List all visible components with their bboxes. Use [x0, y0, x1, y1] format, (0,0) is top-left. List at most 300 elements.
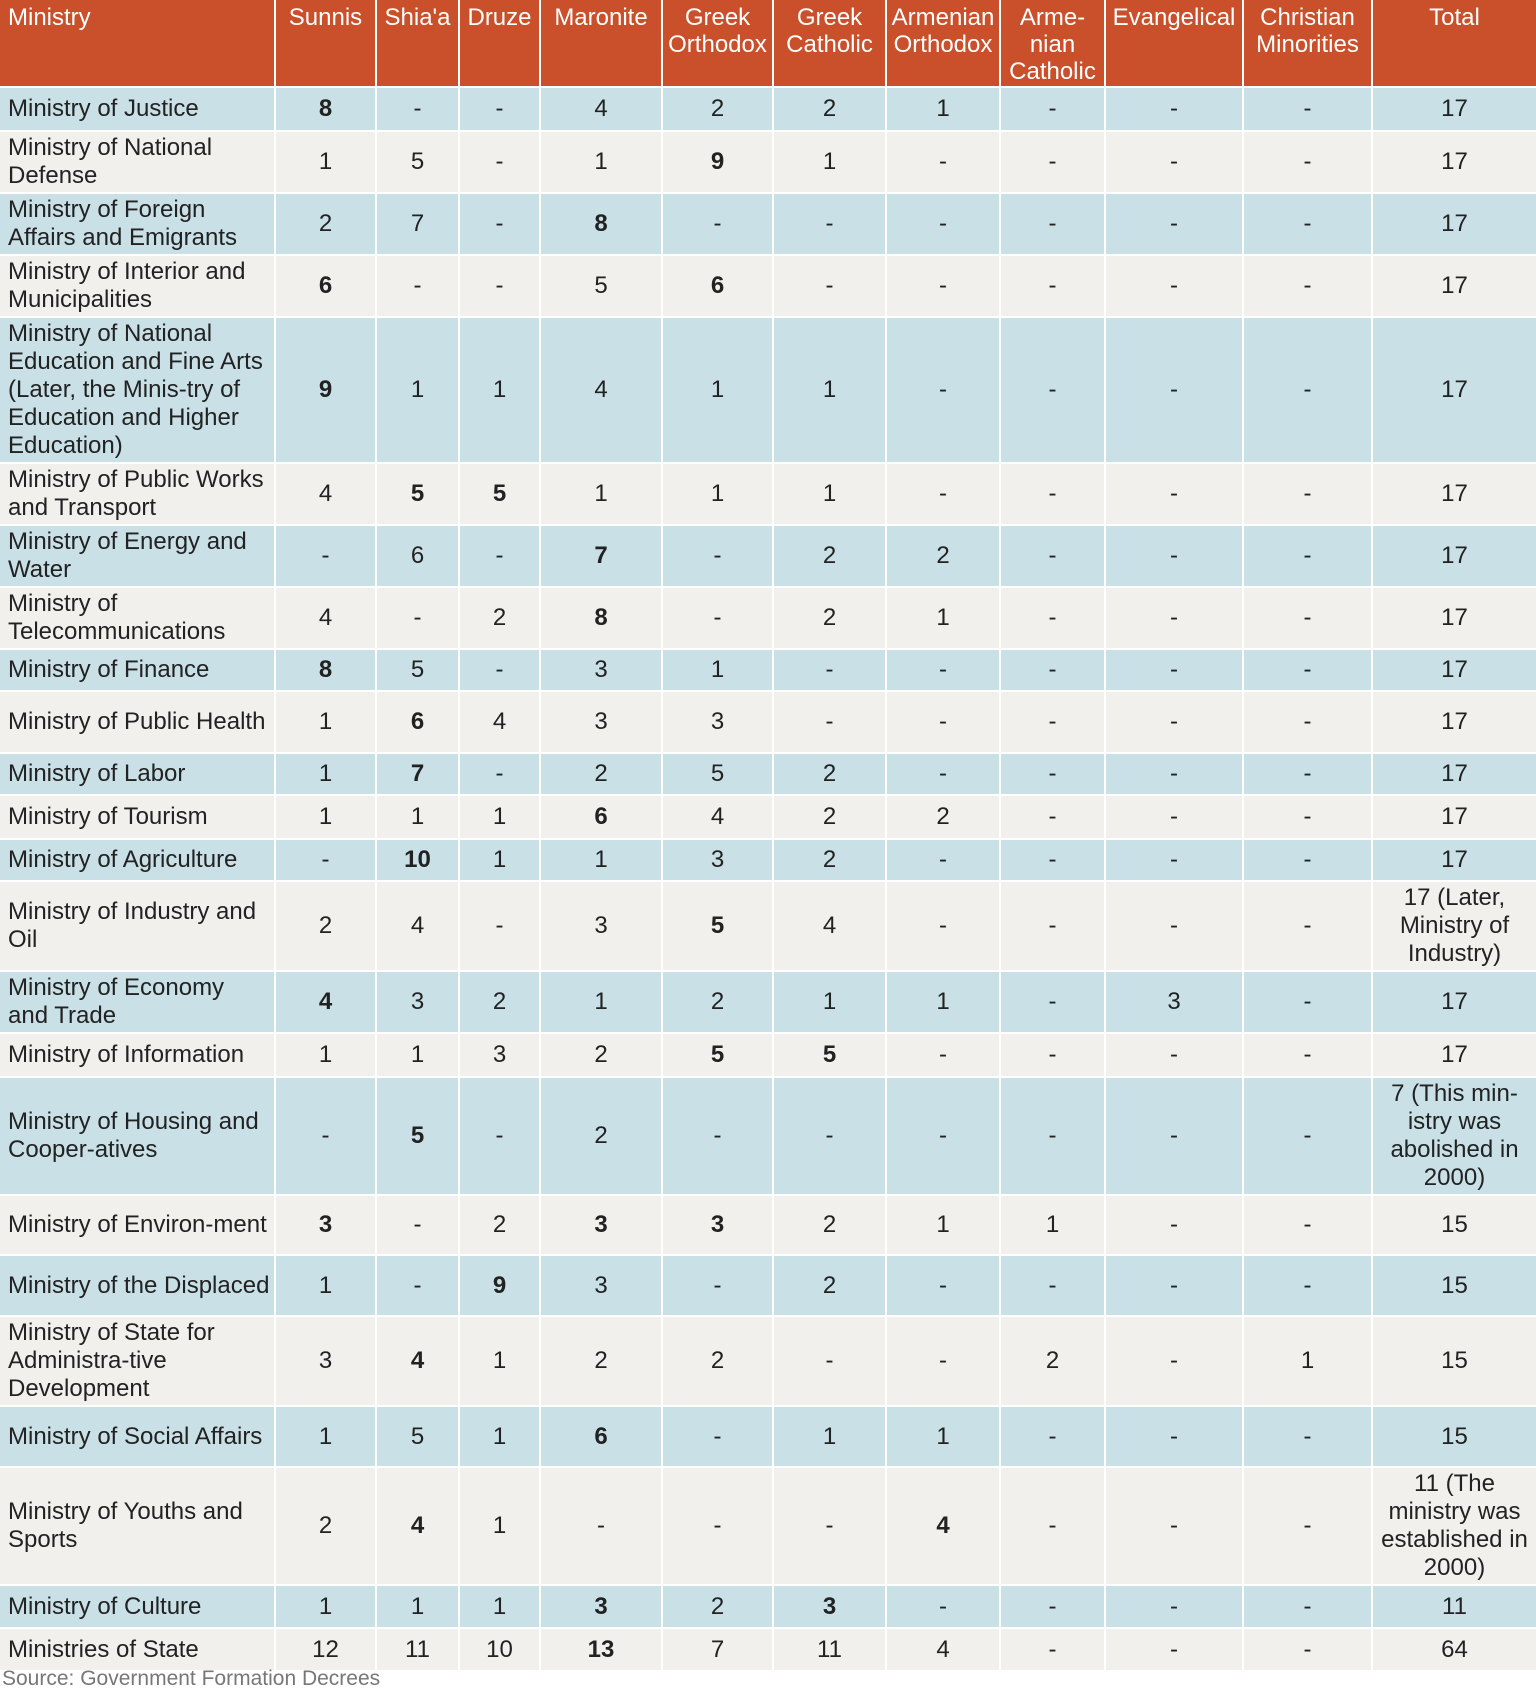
- greek-orthodox-cell: 3: [663, 840, 774, 882]
- armenian-catholic-cell: -: [1001, 1586, 1106, 1629]
- armenian-catholic-cell: -: [1001, 1468, 1106, 1586]
- druze-cell: 2: [460, 972, 541, 1034]
- shiaa-cell: -: [377, 1196, 460, 1256]
- total-cell: 17: [1373, 88, 1536, 132]
- evangelical-cell: -: [1106, 1407, 1244, 1468]
- christian-minorities-cell: -: [1244, 796, 1373, 840]
- evangelical-cell: -: [1106, 526, 1244, 588]
- sunnis-cell: 4: [276, 588, 377, 650]
- greek-catholic-cell: 2: [774, 840, 887, 882]
- christian-minorities-cell: -: [1244, 194, 1373, 256]
- christian-minorities-cell: 1: [1244, 1317, 1373, 1407]
- greek-catholic-cell: -: [774, 256, 887, 318]
- table-header: [0, 0, 1536, 88]
- druze-cell: -: [460, 882, 541, 972]
- druze-cell: -: [460, 650, 541, 692]
- maronite-cell: 3: [541, 1196, 663, 1256]
- ministry-name-cell: Ministry of Public Health: [0, 692, 276, 754]
- greek-catholic-cell: -: [774, 1078, 887, 1196]
- greek-catholic-cell: 1: [774, 1407, 887, 1468]
- greek-catholic-cell: 5: [774, 1034, 887, 1078]
- greek-orthodox-cell: 1: [663, 650, 774, 692]
- evangelical-cell: -: [1106, 1586, 1244, 1629]
- total-cell: 17 (Later, Ministry of Industry): [1373, 882, 1536, 972]
- sunnis-cell: -: [276, 526, 377, 588]
- greek-catholic-cell: 1: [774, 132, 887, 194]
- evangelical-cell: -: [1106, 1196, 1244, 1256]
- armenian-catholic-cell: -: [1001, 464, 1106, 526]
- christian-minorities-cell: -: [1244, 464, 1373, 526]
- total-cell: 15: [1373, 1256, 1536, 1317]
- sunnis-cell: 4: [276, 464, 377, 526]
- armenian-orthodox-cell: 2: [887, 796, 1001, 840]
- table-row: [0, 256, 1536, 318]
- sunnis-cell: -: [276, 1078, 377, 1196]
- armenian-catholic-cell: -: [1001, 588, 1106, 650]
- greek-orthodox-cell: 1: [663, 318, 774, 464]
- maronite-cell: 8: [541, 588, 663, 650]
- shiaa-cell: 5: [377, 650, 460, 692]
- total-cell: 17: [1373, 692, 1536, 754]
- evangelical-cell: -: [1106, 840, 1244, 882]
- druze-cell: 1: [460, 318, 541, 464]
- christian-minorities-cell: -: [1244, 1034, 1373, 1078]
- armenian-orthodox-cell: 1: [887, 88, 1001, 132]
- ministry-name-cell: Ministry of Finance: [0, 650, 276, 692]
- greek-catholic-cell: 2: [774, 588, 887, 650]
- armenian-catholic-cell: -: [1001, 882, 1106, 972]
- greek-orthodox-cell: 5: [663, 1034, 774, 1078]
- druze-cell: 1: [460, 796, 541, 840]
- maronite-cell: 3: [541, 650, 663, 692]
- druze-cell: 9: [460, 1256, 541, 1317]
- table-row: [0, 796, 1536, 840]
- sunnis-cell: 1: [276, 796, 377, 840]
- armenian-catholic-cell: -: [1001, 692, 1106, 754]
- table-row: [0, 88, 1536, 132]
- shiaa-cell: 3: [377, 972, 460, 1034]
- christian-minorities-cell: -: [1244, 754, 1373, 796]
- armenian-orthodox-cell: -: [887, 1317, 1001, 1407]
- table-row: [0, 464, 1536, 526]
- greek-orthodox-cell: -: [663, 1468, 774, 1586]
- shiaa-cell: -: [377, 1256, 460, 1317]
- druze-cell: 1: [460, 1586, 541, 1629]
- armenian-orthodox-cell: -: [887, 464, 1001, 526]
- maronite-cell: 3: [541, 882, 663, 972]
- evangelical-cell: -: [1106, 692, 1244, 754]
- armenian-orthodox-cell: -: [887, 1586, 1001, 1629]
- evangelical-cell: -: [1106, 194, 1244, 256]
- sunnis-cell: 6: [276, 256, 377, 318]
- armenian-orthodox-cell: -: [887, 132, 1001, 194]
- table-row: [0, 1196, 1536, 1256]
- greek-catholic-cell: -: [774, 194, 887, 256]
- maronite-cell: 6: [541, 1407, 663, 1468]
- table-row: [0, 1034, 1536, 1078]
- table-row: [0, 650, 1536, 692]
- shiaa-cell: 1: [377, 1586, 460, 1629]
- ministry-name-cell: Ministry of National Defense: [0, 132, 276, 194]
- greek-catholic-cell: 2: [774, 1256, 887, 1317]
- maronite-cell: 1: [541, 840, 663, 882]
- maronite-cell: 5: [541, 256, 663, 318]
- armenian-orthodox-cell: 4: [887, 1629, 1001, 1672]
- total-cell: 7 (This min-istry was abolished in 2000): [1373, 1078, 1536, 1196]
- table-row: [0, 1407, 1536, 1468]
- table-row: [0, 1586, 1536, 1629]
- evangelical-cell: -: [1106, 650, 1244, 692]
- maronite-cell: 2: [541, 1317, 663, 1407]
- column-header-druze: Druze: [460, 0, 541, 88]
- header-row: [0, 0, 1536, 88]
- sunnis-cell: 1: [276, 754, 377, 796]
- sunnis-cell: 1: [276, 1586, 377, 1629]
- shiaa-cell: 1: [377, 796, 460, 840]
- greek-orthodox-cell: -: [663, 1078, 774, 1196]
- greek-orthodox-cell: 7: [663, 1629, 774, 1672]
- greek-catholic-cell: -: [774, 650, 887, 692]
- greek-orthodox-cell: -: [663, 526, 774, 588]
- druze-cell: 4: [460, 692, 541, 754]
- evangelical-cell: -: [1106, 796, 1244, 840]
- table-row: [0, 882, 1536, 972]
- sunnis-cell: 2: [276, 1468, 377, 1586]
- greek-orthodox-cell: -: [663, 1256, 774, 1317]
- maronite-cell: 1: [541, 132, 663, 194]
- ministry-name-cell: Ministry of Environ-ment: [0, 1196, 276, 1256]
- druze-cell: 2: [460, 1196, 541, 1256]
- armenian-catholic-cell: -: [1001, 318, 1106, 464]
- armenian-catholic-cell: -: [1001, 526, 1106, 588]
- table-row: [0, 972, 1536, 1034]
- maronite-cell: 7: [541, 526, 663, 588]
- shiaa-cell: 11: [377, 1629, 460, 1672]
- shiaa-cell: 4: [377, 882, 460, 972]
- maronite-cell: 2: [541, 1078, 663, 1196]
- greek-catholic-cell: -: [774, 1468, 887, 1586]
- armenian-catholic-cell: -: [1001, 1256, 1106, 1317]
- armenian-orthodox-cell: 1: [887, 588, 1001, 650]
- column-header-armenian-catholic: Arme-nian Catholic: [1001, 0, 1106, 88]
- christian-minorities-cell: -: [1244, 1586, 1373, 1629]
- druze-cell: 1: [460, 1317, 541, 1407]
- ministry-name-cell: Ministry of Culture: [0, 1586, 276, 1629]
- druze-cell: 3: [460, 1034, 541, 1078]
- total-cell: 17: [1373, 840, 1536, 882]
- sunnis-cell: 2: [276, 194, 377, 256]
- table-row: [0, 1317, 1536, 1407]
- christian-minorities-cell: -: [1244, 256, 1373, 318]
- druze-cell: -: [460, 526, 541, 588]
- sunnis-cell: 8: [276, 650, 377, 692]
- column-header-shiaa: Shia'a: [377, 0, 460, 88]
- shiaa-cell: 10: [377, 840, 460, 882]
- druze-cell: 5: [460, 464, 541, 526]
- total-cell: 15: [1373, 1196, 1536, 1256]
- shiaa-cell: 7: [377, 194, 460, 256]
- armenian-orthodox-cell: 1: [887, 972, 1001, 1034]
- greek-catholic-cell: -: [774, 1317, 887, 1407]
- ministry-name-cell: Ministry of Agriculture: [0, 840, 276, 882]
- greek-orthodox-cell: 2: [663, 1586, 774, 1629]
- ministry-name-cell: Ministry of Social Affairs: [0, 1407, 276, 1468]
- maronite-cell: 3: [541, 1586, 663, 1629]
- total-cell: 17: [1373, 1034, 1536, 1078]
- greek-catholic-cell: -: [774, 692, 887, 754]
- evangelical-cell: -: [1106, 1034, 1244, 1078]
- druze-cell: 1: [460, 1468, 541, 1586]
- ministry-name-cell: Ministries of State: [0, 1629, 276, 1672]
- armenian-orthodox-cell: -: [887, 1078, 1001, 1196]
- maronite-cell: 1: [541, 972, 663, 1034]
- maronite-cell: 2: [541, 1034, 663, 1078]
- total-cell: 17: [1373, 796, 1536, 840]
- evangelical-cell: 3: [1106, 972, 1244, 1034]
- christian-minorities-cell: -: [1244, 1078, 1373, 1196]
- evangelical-cell: -: [1106, 88, 1244, 132]
- ministry-name-cell: Ministry of Youths and Sports: [0, 1468, 276, 1586]
- table-row: [0, 1078, 1536, 1196]
- shiaa-cell: 5: [377, 1078, 460, 1196]
- armenian-orthodox-cell: -: [887, 194, 1001, 256]
- ministry-name-cell: Ministry of Tourism: [0, 796, 276, 840]
- armenian-catholic-cell: -: [1001, 1034, 1106, 1078]
- greek-catholic-cell: 2: [774, 88, 887, 132]
- total-cell: 17: [1373, 194, 1536, 256]
- table-row: [0, 840, 1536, 882]
- evangelical-cell: -: [1106, 588, 1244, 650]
- maronite-cell: 2: [541, 754, 663, 796]
- column-header-evangelical: Evangelical: [1106, 0, 1244, 88]
- shiaa-cell: 4: [377, 1317, 460, 1407]
- sunnis-cell: 9: [276, 318, 377, 464]
- ministry-name-cell: Ministry of Interior and Municipalities: [0, 256, 276, 318]
- armenian-catholic-cell: -: [1001, 1629, 1106, 1672]
- christian-minorities-cell: -: [1244, 132, 1373, 194]
- ministry-name-cell: Ministry of Information: [0, 1034, 276, 1078]
- total-cell: 15: [1373, 1407, 1536, 1468]
- evangelical-cell: -: [1106, 1078, 1244, 1196]
- evangelical-cell: -: [1106, 256, 1244, 318]
- shiaa-cell: 5: [377, 132, 460, 194]
- sunnis-cell: 1: [276, 1034, 377, 1078]
- table-row: [0, 754, 1536, 796]
- greek-catholic-cell: 3: [774, 1586, 887, 1629]
- armenian-orthodox-cell: -: [887, 840, 1001, 882]
- evangelical-cell: -: [1106, 132, 1244, 194]
- sunnis-cell: 3: [276, 1196, 377, 1256]
- greek-orthodox-cell: -: [663, 194, 774, 256]
- shiaa-cell: -: [377, 256, 460, 318]
- shiaa-cell: 4: [377, 1468, 460, 1586]
- ministry-name-cell: Ministry of National Education and Fine Arts (Later, the Minis-try of Education and Higher Education): [0, 318, 276, 464]
- greek-orthodox-cell: 3: [663, 692, 774, 754]
- column-header-ministry: Ministry: [0, 0, 276, 88]
- total-cell: 17: [1373, 650, 1536, 692]
- maronite-cell: 13: [541, 1629, 663, 1672]
- druze-cell: -: [460, 256, 541, 318]
- sunnis-cell: 1: [276, 1407, 377, 1468]
- total-cell: 17: [1373, 754, 1536, 796]
- armenian-orthodox-cell: -: [887, 256, 1001, 318]
- maronite-cell: -: [541, 1468, 663, 1586]
- armenian-catholic-cell: -: [1001, 88, 1106, 132]
- ministry-name-cell: Ministry of the Displaced: [0, 1256, 276, 1317]
- column-header-greek-orthodox: Greek Orthodox: [663, 0, 774, 88]
- armenian-catholic-cell: -: [1001, 132, 1106, 194]
- christian-minorities-cell: -: [1244, 88, 1373, 132]
- christian-minorities-cell: -: [1244, 840, 1373, 882]
- greek-orthodox-cell: -: [663, 1407, 774, 1468]
- total-cell: 11: [1373, 1586, 1536, 1629]
- ministry-name-cell: Ministry of Foreign Affairs and Emigrants: [0, 194, 276, 256]
- sunnis-cell: 1: [276, 132, 377, 194]
- christian-minorities-cell: -: [1244, 588, 1373, 650]
- greek-orthodox-cell: 1: [663, 464, 774, 526]
- christian-minorities-cell: -: [1244, 1407, 1373, 1468]
- christian-minorities-cell: -: [1244, 882, 1373, 972]
- sunnis-cell: 1: [276, 1256, 377, 1317]
- greek-catholic-cell: 11: [774, 1629, 887, 1672]
- christian-minorities-cell: -: [1244, 692, 1373, 754]
- evangelical-cell: -: [1106, 754, 1244, 796]
- greek-catholic-cell: 1: [774, 464, 887, 526]
- greek-catholic-cell: 2: [774, 526, 887, 588]
- evangelical-cell: -: [1106, 1256, 1244, 1317]
- source-note: Source: Government Formation Decrees: [2, 1667, 381, 1690]
- armenian-catholic-cell: -: [1001, 256, 1106, 318]
- armenian-orthodox-cell: 1: [887, 1196, 1001, 1256]
- armenian-orthodox-cell: 1: [887, 1407, 1001, 1468]
- total-cell: 11 (The ministry was established in 2000): [1373, 1468, 1536, 1586]
- druze-cell: 1: [460, 840, 541, 882]
- table-row: [0, 194, 1536, 256]
- ministry-name-cell: Ministry of State for Administra-tive Development: [0, 1317, 276, 1407]
- greek-orthodox-cell: 4: [663, 796, 774, 840]
- armenian-orthodox-cell: -: [887, 754, 1001, 796]
- ministry-name-cell: Ministry of Industry and Oil: [0, 882, 276, 972]
- shiaa-cell: 1: [377, 1034, 460, 1078]
- druze-cell: -: [460, 754, 541, 796]
- druze-cell: -: [460, 1078, 541, 1196]
- greek-orthodox-cell: -: [663, 588, 774, 650]
- column-header-total: Total: [1373, 0, 1536, 88]
- armenian-orthodox-cell: -: [887, 1034, 1001, 1078]
- table-row: [0, 588, 1536, 650]
- armenian-catholic-cell: -: [1001, 650, 1106, 692]
- total-cell: 17: [1373, 526, 1536, 588]
- greek-catholic-cell: 1: [774, 318, 887, 464]
- armenian-catholic-cell: -: [1001, 1078, 1106, 1196]
- ministry-name-cell: Ministry of Housing and Cooper-atives: [0, 1078, 276, 1196]
- column-header-armenian-orthodox: Armenian Orthodox: [887, 0, 1001, 88]
- maronite-cell: 1: [541, 464, 663, 526]
- druze-cell: 2: [460, 588, 541, 650]
- evangelical-cell: -: [1106, 318, 1244, 464]
- christian-minorities-cell: -: [1244, 1629, 1373, 1672]
- shiaa-cell: 7: [377, 754, 460, 796]
- sunnis-cell: -: [276, 840, 377, 882]
- armenian-catholic-cell: 2: [1001, 1317, 1106, 1407]
- greek-orthodox-cell: 6: [663, 256, 774, 318]
- total-cell: 17: [1373, 972, 1536, 1034]
- table-row: [0, 692, 1536, 754]
- armenian-catholic-cell: -: [1001, 840, 1106, 882]
- column-header-greek-catholic: Greek Catholic: [774, 0, 887, 88]
- sunnis-cell: 2: [276, 882, 377, 972]
- greek-orthodox-cell: 3: [663, 1196, 774, 1256]
- table-row: [0, 132, 1536, 194]
- sunnis-cell: 3: [276, 1317, 377, 1407]
- armenian-orthodox-cell: -: [887, 318, 1001, 464]
- column-header-sunnis: Sunnis: [276, 0, 377, 88]
- greek-orthodox-cell: 2: [663, 972, 774, 1034]
- ministry-name-cell: Ministry of Telecommunications: [0, 588, 276, 650]
- maronite-cell: 6: [541, 796, 663, 840]
- armenian-orthodox-cell: -: [887, 1256, 1001, 1317]
- greek-orthodox-cell: 2: [663, 88, 774, 132]
- armenian-catholic-cell: -: [1001, 1407, 1106, 1468]
- maronite-cell: 4: [541, 88, 663, 132]
- total-cell: 17: [1373, 464, 1536, 526]
- shiaa-cell: 5: [377, 464, 460, 526]
- armenian-orthodox-cell: -: [887, 882, 1001, 972]
- greek-catholic-cell: 4: [774, 882, 887, 972]
- shiaa-cell: 1: [377, 318, 460, 464]
- greek-orthodox-cell: 9: [663, 132, 774, 194]
- sunnis-cell: 8: [276, 88, 377, 132]
- shiaa-cell: -: [377, 88, 460, 132]
- ministry-name-cell: Ministry of Labor: [0, 754, 276, 796]
- druze-cell: 10: [460, 1629, 541, 1672]
- table-row: [0, 526, 1536, 588]
- total-cell: 17: [1373, 132, 1536, 194]
- greek-orthodox-cell: 5: [663, 882, 774, 972]
- armenian-orthodox-cell: -: [887, 650, 1001, 692]
- christian-minorities-cell: -: [1244, 318, 1373, 464]
- armenian-catholic-cell: -: [1001, 796, 1106, 840]
- armenian-catholic-cell: -: [1001, 754, 1106, 796]
- druze-cell: -: [460, 132, 541, 194]
- armenian-orthodox-cell: -: [887, 692, 1001, 754]
- druze-cell: -: [460, 88, 541, 132]
- sunnis-cell: 1: [276, 692, 377, 754]
- ministry-name-cell: Ministry of Public Works and Transport: [0, 464, 276, 526]
- total-cell: 15: [1373, 1317, 1536, 1407]
- column-header-maronite: Maronite: [541, 0, 663, 88]
- maronite-cell: 3: [541, 692, 663, 754]
- christian-minorities-cell: -: [1244, 1256, 1373, 1317]
- armenian-orthodox-cell: 2: [887, 526, 1001, 588]
- column-header-christian-minorities: Christian Minorities: [1244, 0, 1373, 88]
- christian-minorities-cell: -: [1244, 972, 1373, 1034]
- evangelical-cell: -: [1106, 1317, 1244, 1407]
- maronite-cell: 3: [541, 1256, 663, 1317]
- greek-catholic-cell: 2: [774, 754, 887, 796]
- christian-minorities-cell: -: [1244, 526, 1373, 588]
- christian-minorities-cell: -: [1244, 1196, 1373, 1256]
- table-row: [0, 1256, 1536, 1317]
- evangelical-cell: -: [1106, 464, 1244, 526]
- total-cell: 17: [1373, 256, 1536, 318]
- greek-catholic-cell: 2: [774, 796, 887, 840]
- greek-catholic-cell: 2: [774, 1196, 887, 1256]
- greek-orthodox-cell: 2: [663, 1317, 774, 1407]
- ministry-name-cell: Ministry of Energy and Water: [0, 526, 276, 588]
- shiaa-cell: 6: [377, 692, 460, 754]
- christian-minorities-cell: -: [1244, 1468, 1373, 1586]
